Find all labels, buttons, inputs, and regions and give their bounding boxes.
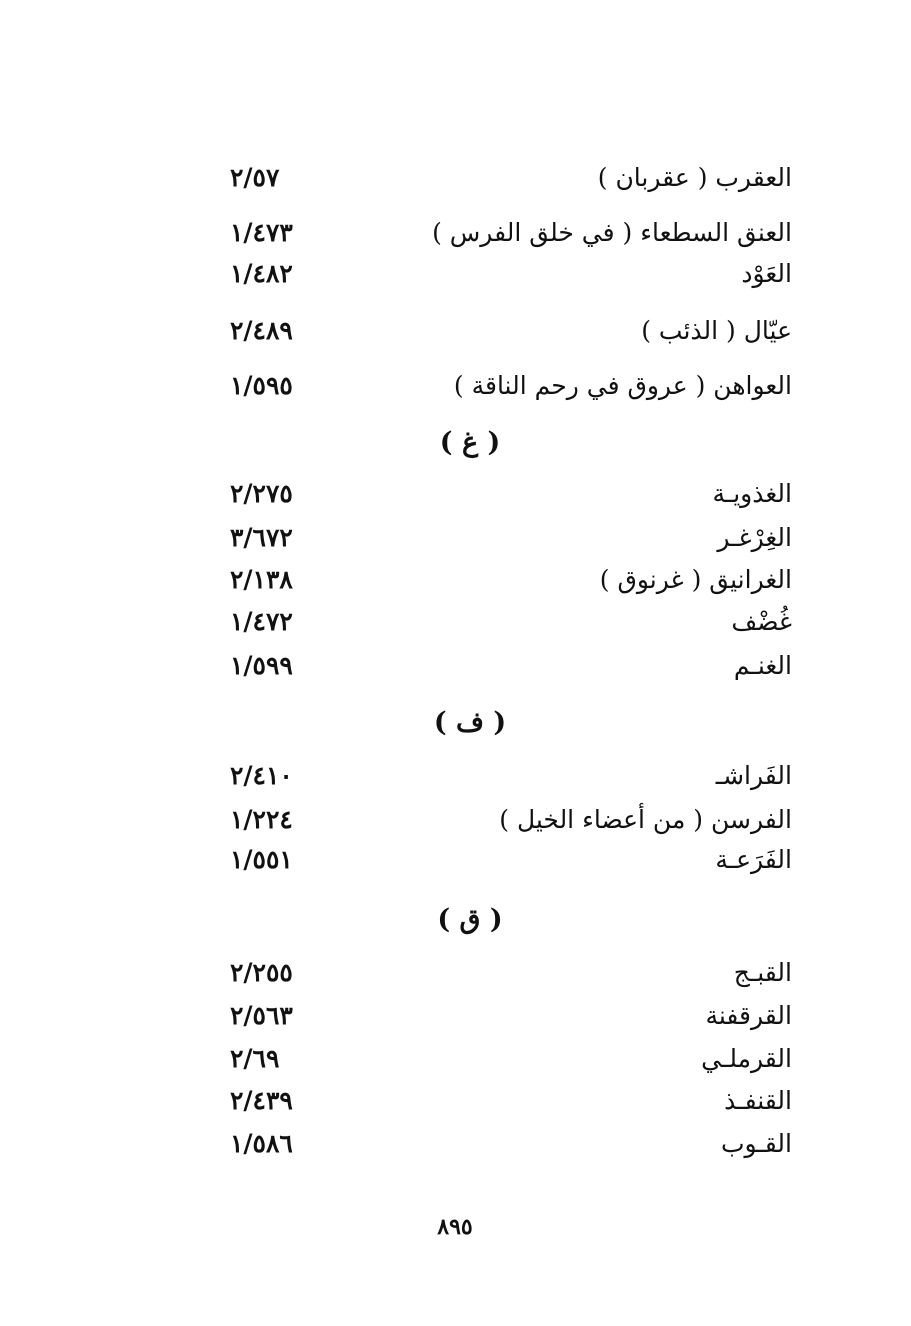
index-entry xyxy=(220,158,792,198)
entry-term: العنق السطعاء ( في خلق الفرس ) xyxy=(432,218,792,247)
entry-reference: ١/٥٨٦ xyxy=(230,1129,293,1158)
index-entry xyxy=(220,366,792,406)
entry-term: الفرسن ( من أعضاء الخيل ) xyxy=(499,805,792,834)
entry-reference: ١/٥٥١ xyxy=(230,845,293,874)
entry-reference: ٢/٢٥٥ xyxy=(230,958,293,987)
index-entry xyxy=(220,213,792,253)
index-entry xyxy=(220,646,792,686)
entry-term: العَوْد xyxy=(741,259,792,288)
index-entry xyxy=(220,1039,792,1079)
entry-term: الغرانيق ( غرنوق ) xyxy=(599,565,792,594)
entry-term: القنفـذ xyxy=(724,1086,792,1115)
index-entry xyxy=(220,840,792,880)
index-entry xyxy=(220,560,792,600)
section-heading: ( غ ) xyxy=(439,427,501,458)
entry-reference: ٢/٦٩ xyxy=(230,1044,280,1073)
entry-term: الفَراشـ xyxy=(715,761,792,790)
entry-reference: ١/٤٧٢ xyxy=(230,607,293,636)
entry-reference: ١/٥٩٩ xyxy=(230,651,293,680)
entry-term: القرقفنة xyxy=(705,1001,792,1030)
entry-term: العواهن ( عروق في رحم الناقة ) xyxy=(453,371,792,400)
entry-reference: ١/٢٢٤ xyxy=(230,805,293,834)
entry-term: الغِرْغـر xyxy=(717,523,792,552)
index-entry xyxy=(220,756,792,796)
index-entry xyxy=(220,518,792,558)
entry-reference: ٢/٥٧ xyxy=(230,163,280,192)
page-number: ٨٩٥ xyxy=(437,1214,473,1240)
index-entry xyxy=(220,800,792,840)
index-entry xyxy=(220,1081,792,1121)
entry-reference: ١/٥٩٥ xyxy=(230,371,293,400)
section-heading: ( ف ) xyxy=(433,707,507,738)
index-entry xyxy=(220,474,792,514)
index-entry xyxy=(220,996,792,1036)
index-entry xyxy=(220,254,792,294)
entry-term: القـوب xyxy=(721,1129,792,1158)
entry-term: القرملـي xyxy=(701,1044,792,1073)
index-entry xyxy=(220,311,792,351)
entry-reference: ٢/١٣٨ xyxy=(230,565,293,594)
entry-term: القبـج xyxy=(733,958,792,987)
entry-reference: ٢/٤١٠ xyxy=(230,761,293,790)
index-entry xyxy=(220,602,792,642)
entry-reference: ٢/٢٧٥ xyxy=(230,479,293,508)
entry-term: الغنـم xyxy=(733,651,792,680)
section-heading: ( ق ) xyxy=(437,904,503,935)
entry-term: الغذويـة xyxy=(712,479,792,508)
entry-term: العقرب ( عقربان ) xyxy=(597,163,792,192)
entry-reference: ٣/٦٧٢ xyxy=(230,523,293,552)
entry-reference: ١/٤٧٣ xyxy=(230,218,293,247)
entry-term: الفَرَعـة xyxy=(715,845,792,874)
entry-reference: ١/٤٨٢ xyxy=(230,259,293,288)
entry-term: عيّال ( الذئب ) xyxy=(641,316,792,345)
index-entry xyxy=(220,953,792,993)
entry-reference: ٢/٥٦٣ xyxy=(230,1001,293,1030)
entry-reference: ٢/٤٨٩ xyxy=(230,316,293,345)
entry-reference: ٢/٤٣٩ xyxy=(230,1086,293,1115)
entry-term: غُضْف xyxy=(731,607,792,636)
index-entry xyxy=(220,1124,792,1164)
